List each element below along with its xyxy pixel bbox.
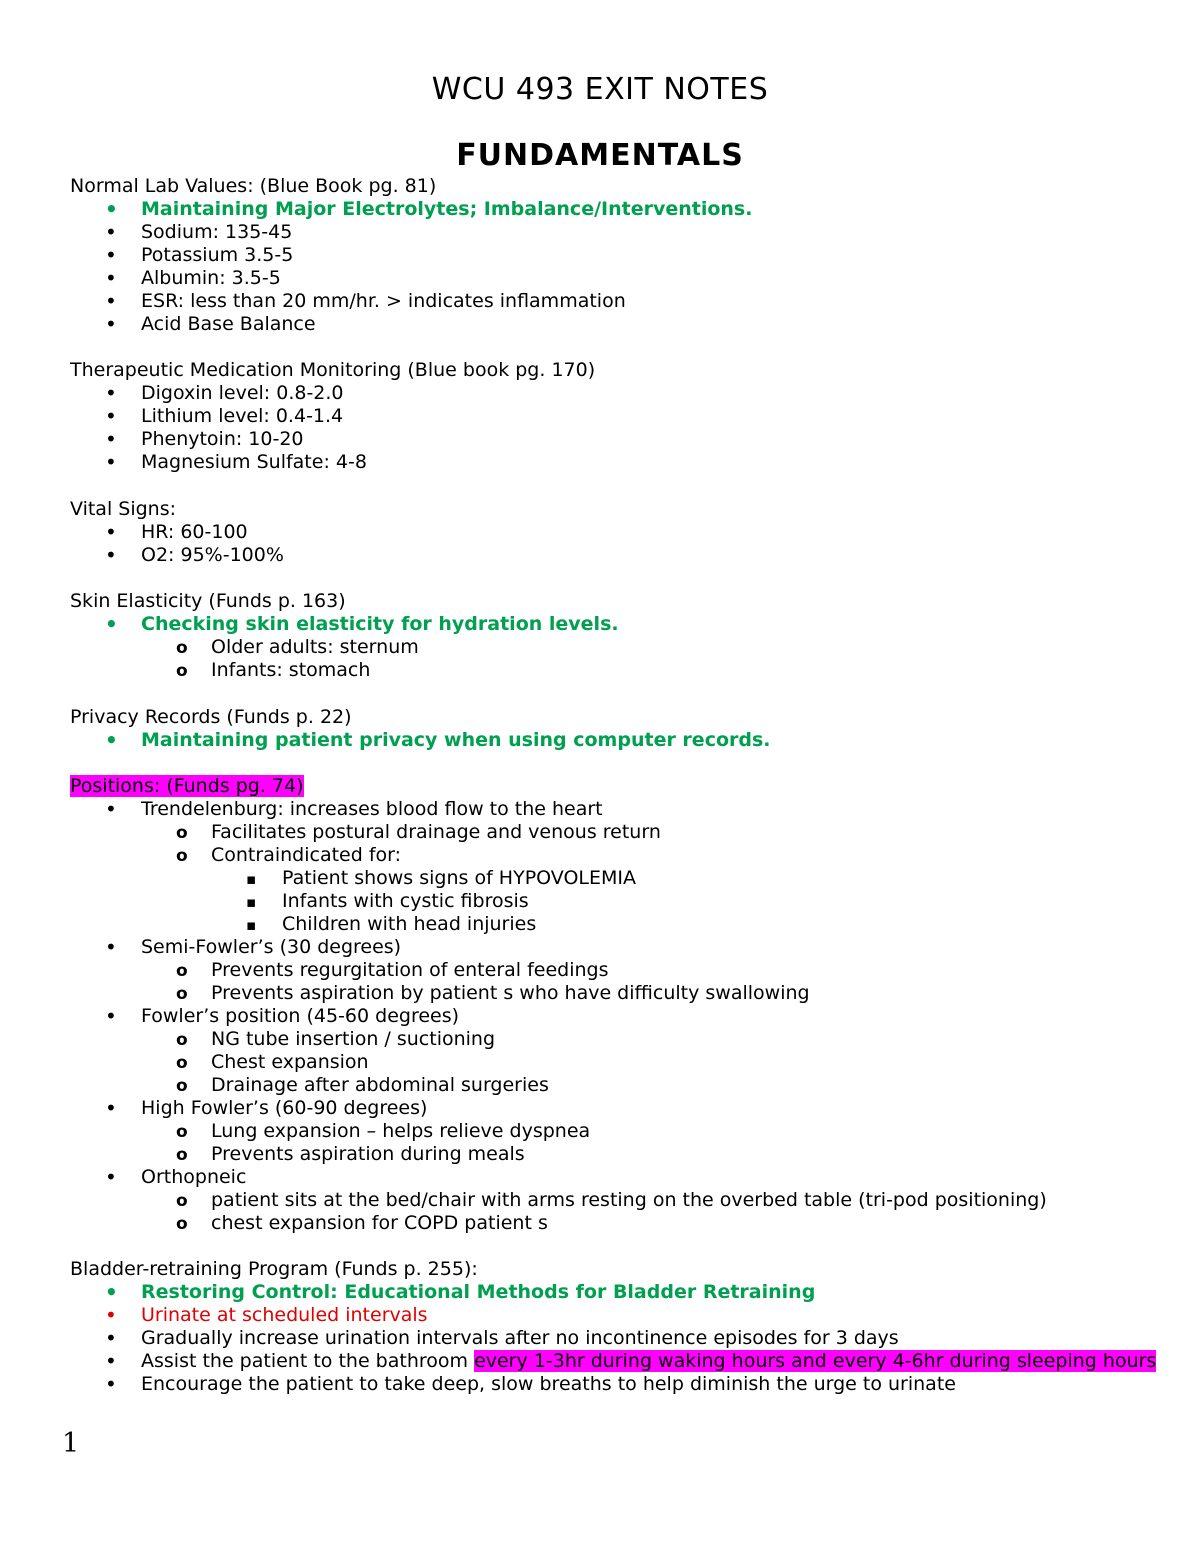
positions-heading: Positions: (Funds pg. 74) <box>70 774 304 797</box>
bullet-icon: ▪ <box>246 915 257 934</box>
bullet-icon: o <box>176 822 188 843</box>
list-item: • Digoxin level: 0.8-2.0 <box>105 381 344 406</box>
skin-elasticity-heading: Skin Elasticity (Funds p. 163) <box>70 590 346 613</box>
list-item: ▪ Children with head injuries <box>246 912 537 935</box>
bullet-icon: o <box>176 1029 188 1050</box>
privacy-list <box>70 729 1160 752</box>
notes-body <box>70 175 1160 1396</box>
bullet-icon: • <box>105 381 117 406</box>
bullet-icon: • <box>105 612 118 637</box>
skin-elasticity-list <box>70 613 1160 682</box>
list-item: o chest expansion for COPD patient s <box>176 1211 548 1234</box>
bullet-icon: o <box>176 638 188 659</box>
list-item: • Maintaining Major Electrolytes; Imbalance/Interventions. <box>105 197 753 221</box>
bullet-icon: • <box>105 197 118 221</box>
bullet-icon: o <box>176 661 188 682</box>
bullet-icon: • <box>105 934 117 959</box>
bullet-icon: o <box>176 960 188 981</box>
bullet-icon: ▪ <box>246 869 257 888</box>
list-item: o Facilitates postural drainage and venous return <box>176 820 661 843</box>
positions-list <box>70 798 1160 1235</box>
list-item: o Drainage after abdominal surgeries <box>176 1073 549 1096</box>
bullet-icon: • <box>105 1003 117 1028</box>
list-item: • HR: 60-100 <box>105 519 248 544</box>
bullet-icon: o <box>176 1190 188 1211</box>
vital-signs-heading: Vital Signs: <box>70 497 177 520</box>
lab-values-heading: Normal Lab Values: (Blue Book pg. 81) <box>70 175 437 197</box>
list-item: • Urinate at scheduled intervals <box>105 1303 428 1328</box>
bullet-icon: o <box>176 1052 188 1073</box>
list-item: • Gradually increase urination intervals after no incontinence episodes for 3 days <box>105 1326 899 1351</box>
list-item: o Lung expansion – helps relieve dyspnea <box>176 1119 591 1142</box>
list-item: • Assist the patient to the bathroom every 1-3hr during waking hours and every 4-6hr during sleeping hours <box>105 1349 1157 1374</box>
list-item: • Trendelenburg: increases blood flow to the heart <box>105 796 603 821</box>
list-item: o patient sits at the bed/chair with arms resting on the overbed table (tri-pod positioning) <box>176 1188 1047 1211</box>
list-item: • O2: 95%-100% <box>105 542 284 567</box>
bullet-icon: • <box>105 519 117 544</box>
bullet-icon: • <box>105 450 117 475</box>
bullet-icon: o <box>176 1121 188 1142</box>
bullet-icon: • <box>105 796 117 821</box>
list-item: o Infants: stomach <box>176 659 371 682</box>
list-item: o Prevents aspiration during meals <box>176 1142 525 1165</box>
bullet-icon: • <box>105 404 117 429</box>
bullet-icon: • <box>105 1280 118 1305</box>
page-number: 1 <box>62 1428 80 1459</box>
list-item: o Chest expansion <box>176 1050 369 1073</box>
list-item: ▪ Patient shows signs of HYPOVOLEMIA <box>246 866 636 889</box>
list-item: • Lithium level: 0.4-1.4 <box>105 404 344 429</box>
list-item: • Encourage the patient to take deep, slow breaths to help diminish the urge to urinate <box>105 1372 956 1397</box>
list-item: o Prevents regurgitation of enteral feedings <box>176 958 609 981</box>
list-item: • Potassium 3.5-5 <box>105 243 294 267</box>
list-item: • Checking skin elasticity for hydration levels. <box>105 612 619 637</box>
list-item: o Contraindicated for: <box>176 843 402 866</box>
medication-list <box>70 382 1160 474</box>
bullet-icon: ▪ <box>246 892 257 911</box>
list-item: o Older adults: sternum <box>176 636 419 659</box>
bullet-icon: • <box>105 427 117 452</box>
document-title: WCU 493 EXIT NOTES <box>431 72 769 107</box>
bullet-icon: • <box>105 1303 117 1328</box>
list-item: • Fowler’s position (45-60 degrees) <box>105 1003 460 1028</box>
list-item: • Acid Base Balance <box>105 312 316 336</box>
bullet-icon: • <box>105 289 117 313</box>
list-item: o NG tube insertion / suctioning <box>176 1027 496 1050</box>
list-item: • Magnesium Sulfate: 4-8 <box>105 450 367 475</box>
list-item: • ESR: less than 20 mm/hr. > indicates inflammation <box>105 289 626 313</box>
bullet-icon: o <box>176 845 188 866</box>
list-item: • Orthopneic <box>105 1164 247 1189</box>
bladder-retraining-list <box>70 1281 1160 1396</box>
bladder-retraining-heading: Bladder-retraining Program (Funds p. 255): <box>70 1258 478 1281</box>
bullet-icon: • <box>105 1349 117 1374</box>
list-item: • High Fowler’s (60-90 degrees) <box>105 1095 428 1120</box>
list-item: ▪ Infants with cystic fibrosis <box>246 889 529 912</box>
bullet-icon: o <box>176 983 188 1004</box>
list-item: • Phenytoin: 10-20 <box>105 427 304 452</box>
section-title: FUNDAMENTALS <box>456 138 744 173</box>
bullet-icon: • <box>105 220 117 244</box>
bullet-icon: • <box>105 1164 117 1189</box>
vital-signs-list <box>70 521 1160 567</box>
list-item: • Semi-Fowler’s (30 degrees) <box>105 934 402 959</box>
list-item: • Albumin: 3.5-5 <box>105 266 281 290</box>
privacy-records-heading: Privacy Records (Funds p. 22) <box>70 705 352 728</box>
bullet-icon: • <box>105 727 118 752</box>
list-item: • Restoring Control: Educational Methods for Bladder Retraining <box>105 1280 816 1305</box>
bullet-icon: • <box>105 312 117 336</box>
highlighted-text: every 1-3hr during waking hours and every 4-6hr during sleeping hours <box>474 1350 1157 1373</box>
bullet-icon: • <box>105 1095 117 1120</box>
bullet-icon: o <box>176 1213 188 1234</box>
bullet-icon: o <box>176 1144 188 1165</box>
list-item: o Prevents aspiration by patient s who have difficulty swallowing <box>176 981 810 1004</box>
bullet-icon: • <box>105 1326 117 1351</box>
list-item: • Maintaining patient privacy when using computer records. <box>105 727 771 752</box>
medication-monitoring-heading: Therapeutic Medication Monitoring (Blue book pg. 170) <box>70 359 596 382</box>
bullet-icon: • <box>105 243 117 267</box>
lab-values-list <box>70 198 1160 336</box>
bullet-icon: • <box>105 266 117 290</box>
list-item: • Sodium: 135-45 <box>105 220 293 244</box>
bullet-icon: • <box>105 542 117 567</box>
bullet-icon: • <box>105 1372 117 1397</box>
bullet-icon: o <box>176 1075 188 1096</box>
